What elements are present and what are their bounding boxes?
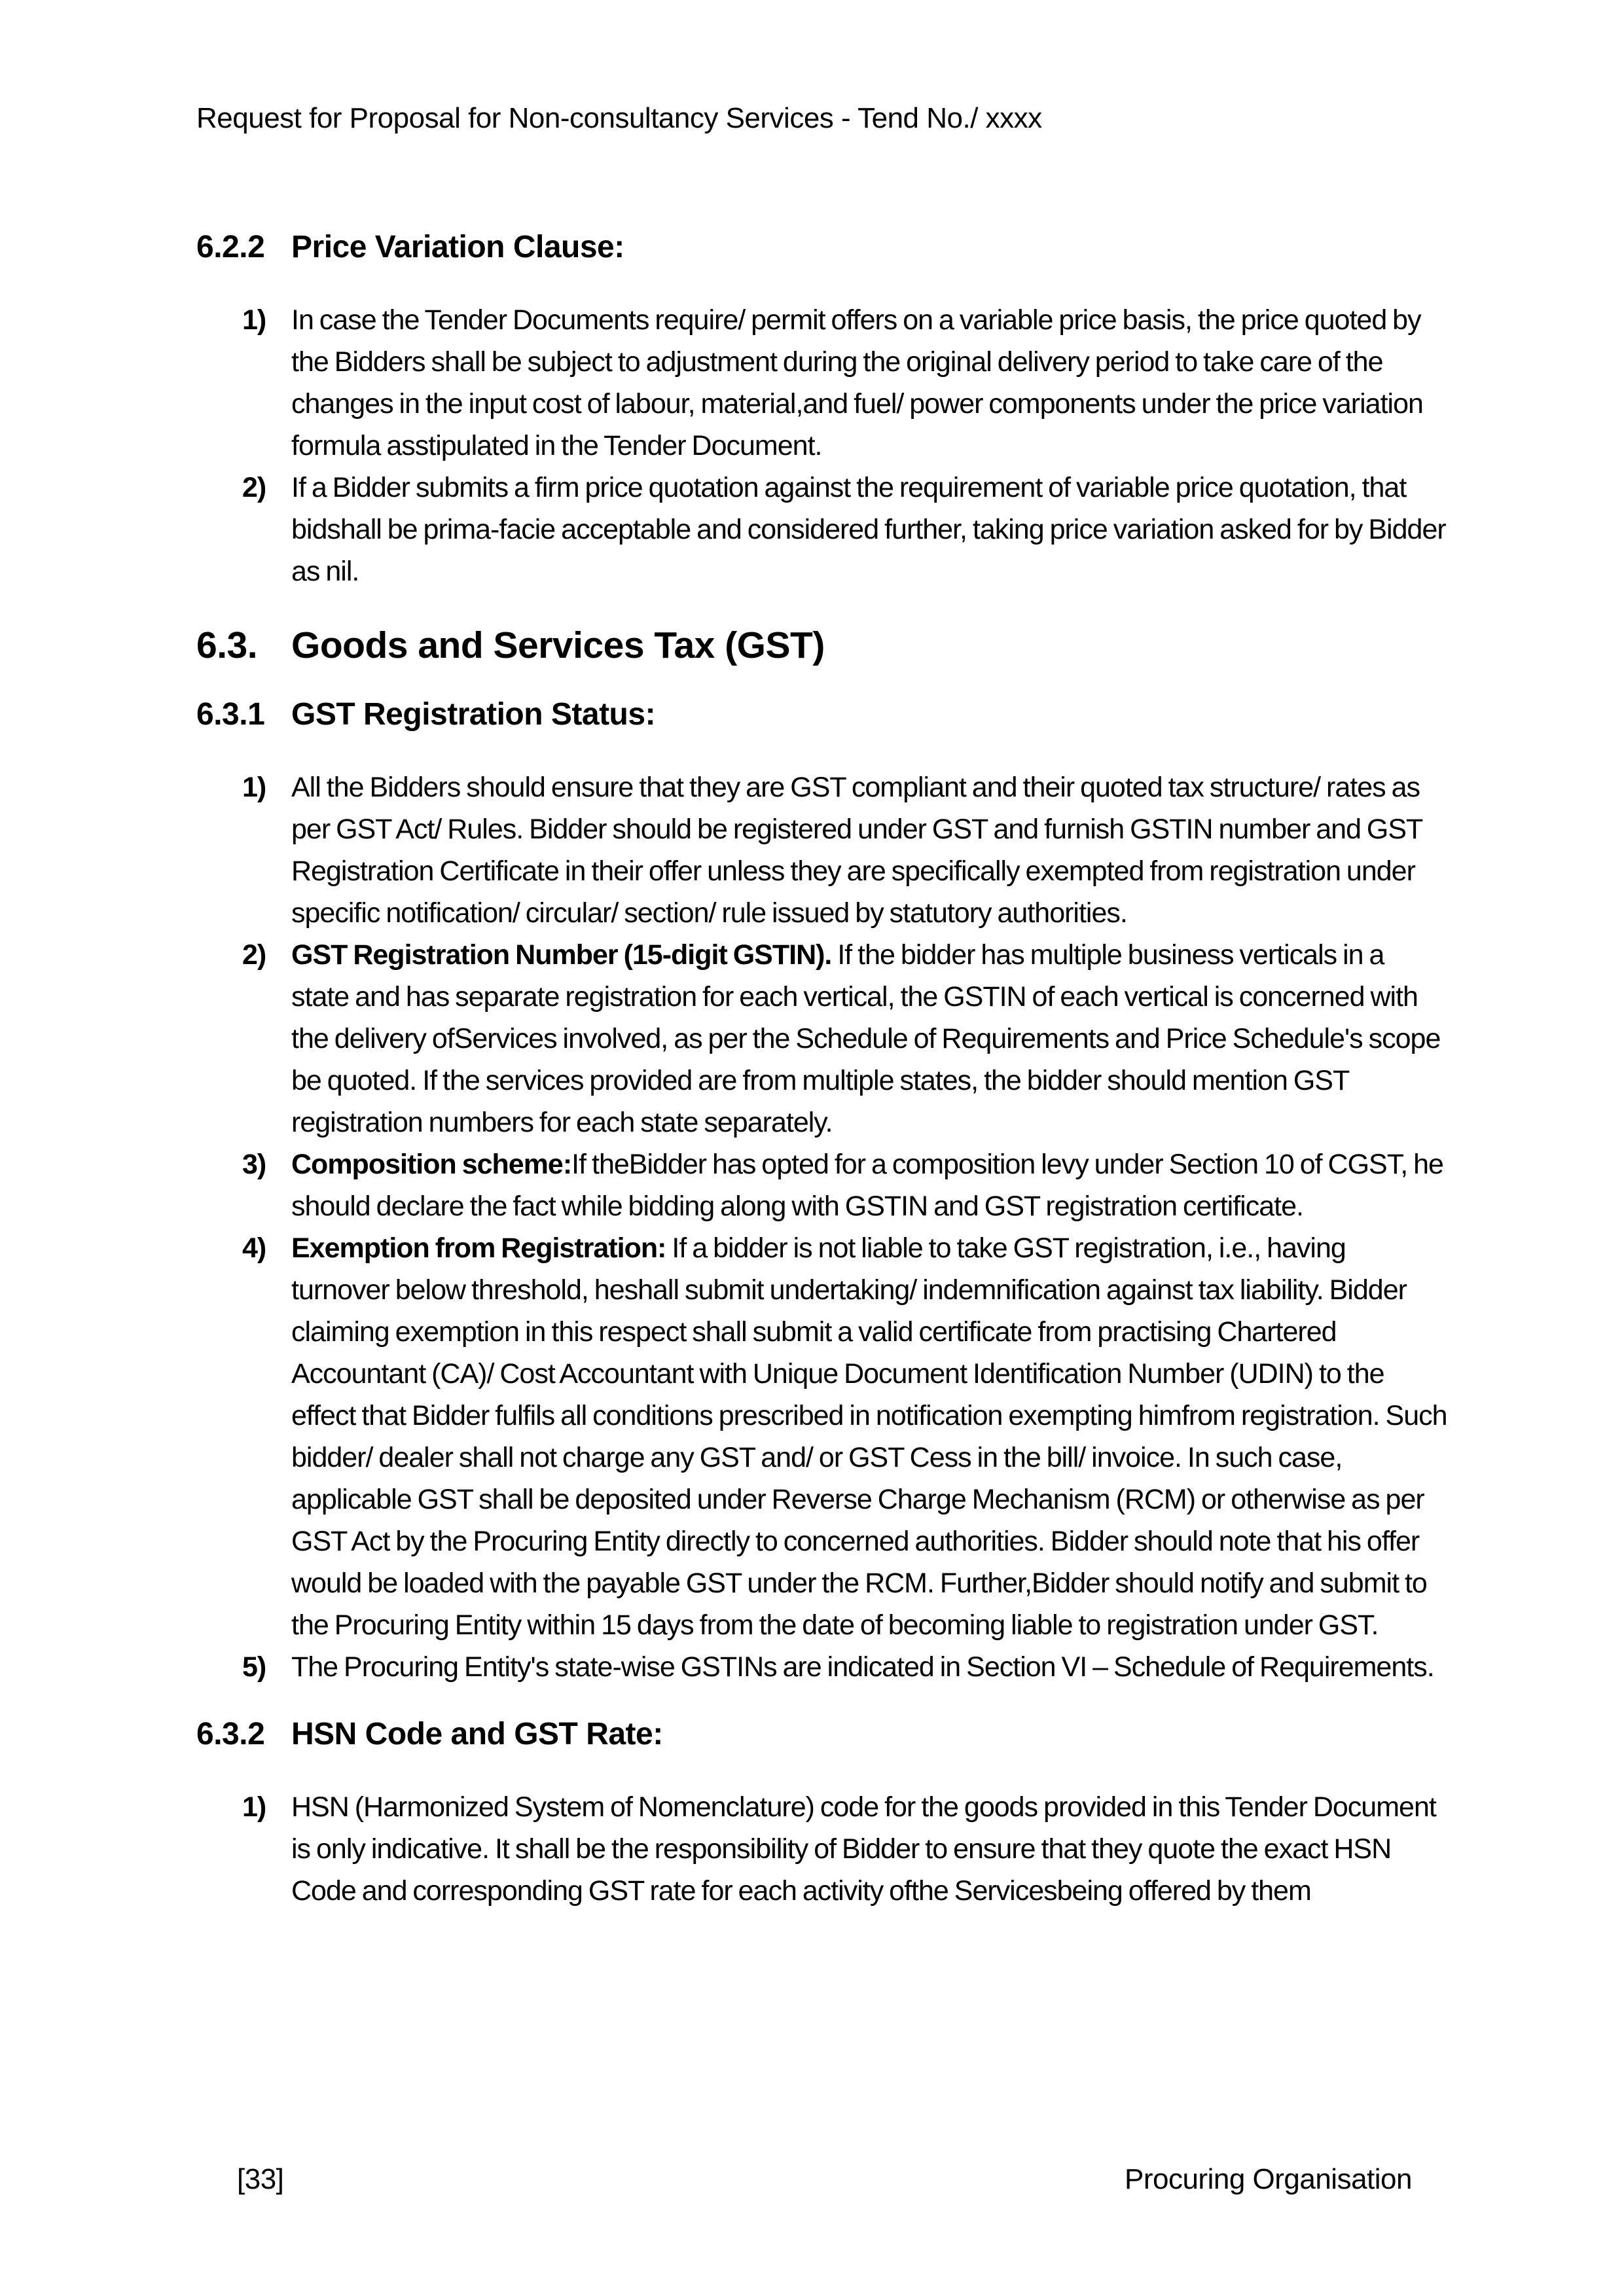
list-item-body: The Procuring Entity's state-wise GSTINs are indicated in Section VI – Schedule of Requirements. (291, 1651, 1434, 1683)
section-number: 6.3. (196, 624, 258, 666)
header-title: Request for Proposal for Non-consultancy Services - Tend No./ xxxx (196, 102, 1042, 134)
list-item (242, 766, 1447, 934)
list-item (242, 934, 1447, 1143)
list-item-text (291, 1227, 1447, 1646)
document-content (196, 227, 1447, 1912)
list-item-number: 5) (242, 1651, 266, 1683)
section-heading-6-3 (196, 622, 1447, 668)
list-item-body: All the Bidders should ensure that they are GST compliant and their quoted tax structure/ rates as per GST Act/ Rules. Bidder should be registered under GST and furnish GSTIN number and GST Registration Certificate in their offer unless they are specifically exempted from registration under specific notification/ circular/ section/ rule issued by statutory authorities. (291, 772, 1422, 929)
list-item-number: 1) (242, 772, 266, 803)
section-heading-6-3-1 (196, 694, 1447, 735)
footer-organisation: Procuring Organisation (1124, 2163, 1412, 2195)
page-header (196, 99, 1427, 137)
list-item-lead: Exemption from Registration: (291, 1232, 672, 1264)
list-item-number: 2) (242, 472, 266, 503)
list-item-text (291, 934, 1447, 1143)
list-item (242, 1227, 1447, 1646)
list-item-number: 2) (242, 939, 266, 971)
section-title: GST Registration Status: (291, 697, 656, 732)
list-item (242, 1143, 1447, 1227)
section-heading-6-3-2 (196, 1714, 1447, 1755)
list-item (242, 299, 1447, 467)
section-title: Price Variation Clause: (291, 230, 624, 264)
list-item-body: If the bidder has multiple business verticals in a state and has separate registration for each vertical, the GSTIN of each vertical is concerned with the delivery ofServices involved, as per the Schedule of Requirements and Price Schedule's scope be quoted. If the services provided are from multiple states, the bidder should mention GST registration numbers for each state separately. (291, 939, 1441, 1138)
list-item-text (291, 299, 1447, 467)
list-item-number: 3) (242, 1149, 266, 1180)
list-item-text (291, 1646, 1447, 1688)
gst-registration-list (242, 766, 1447, 1688)
page-footer (237, 2161, 1412, 2198)
list-item-text (291, 467, 1447, 592)
list-item-text (291, 1786, 1447, 1912)
section-number: 6.2.2 (196, 230, 265, 264)
list-item-lead: GST Registration Number (15-digit GSTIN). (291, 939, 838, 971)
section-number: 6.3.2 (196, 1717, 265, 1751)
list-item-body: If a Bidder submits a firm price quotation against the requirement of variable price quotation, that bidshall be prima-facie acceptable and considered further, taking price variation asked for by Bidder as nil. (291, 472, 1446, 587)
list-item-lead: Composition scheme: (291, 1149, 572, 1180)
list-item (242, 467, 1447, 592)
section-title: HSN Code and GST Rate: (291, 1717, 663, 1751)
list-item (242, 1786, 1447, 1912)
page-number: [33] (237, 2163, 284, 2195)
list-item-number: 1) (242, 304, 266, 336)
section-heading-6-2-2 (196, 227, 1447, 268)
section-number: 6.3.1 (196, 697, 265, 732)
list-item-body: If theBidder has opted for a composition levy under Section 10 of CGST, he should declare the fact while bidding along with GSTIN and GST registration certificate. (291, 1149, 1443, 1222)
list-item-text (291, 766, 1447, 934)
list-item-body: If a bidder is not liable to take GST registration, i.e., having turnover below threshold, heshall submit undertaking/ indemnification against tax liability. Bidder claiming exemption in this respect shall submit a valid certificate from practising Chartered Accountant (CA)/ Cost Accountant with Unique Document Identification Number (UDIN) to the effect that Bidder fulfils all conditions prescribed in notification exempting himfrom registration. Such bidder/ dealer shall not charge any GST and/ or GST Cess in the bill/ invoice. In such case, applicable GST shall be deposited under Reverse Charge Mechanism (RCM) or otherwise as per GST Act by the Procuring Entity directly to concerned authorities. Bidder should note that his offer would be loaded with the payable GST under the RCM. Further,Bidder should notify and submit to the Procuring Entity within 15 days from the date of becoming liable to registration under GST. (291, 1232, 1447, 1641)
list-item-number: 4) (242, 1232, 266, 1264)
hsn-code-list (242, 1786, 1447, 1912)
price-variation-list (242, 299, 1447, 592)
list-item (242, 1646, 1447, 1688)
section-title: Goods and Services Tax (GST) (291, 624, 825, 666)
list-item-number: 1) (242, 1791, 266, 1823)
list-item-body: In case the Tender Documents require/ permit offers on a variable price basis, the price quoted by the Bidders shall be subject to adjustment during the original delivery period to take care of the changes in the input cost of labour, material,and fuel/ power components under the price variation formula asstipulated in the Tender Document. (291, 304, 1423, 461)
list-item-body: HSN (Harmonized System of Nomenclature) code for the goods provided in this Tender Document is only indicative. It shall be the responsibility of Bidder to ensure that they quote the exact HSN Code and corresponding GST rate for each activity ofthe Servicesbeing offered by them (291, 1791, 1436, 1907)
list-item-text (291, 1143, 1447, 1227)
